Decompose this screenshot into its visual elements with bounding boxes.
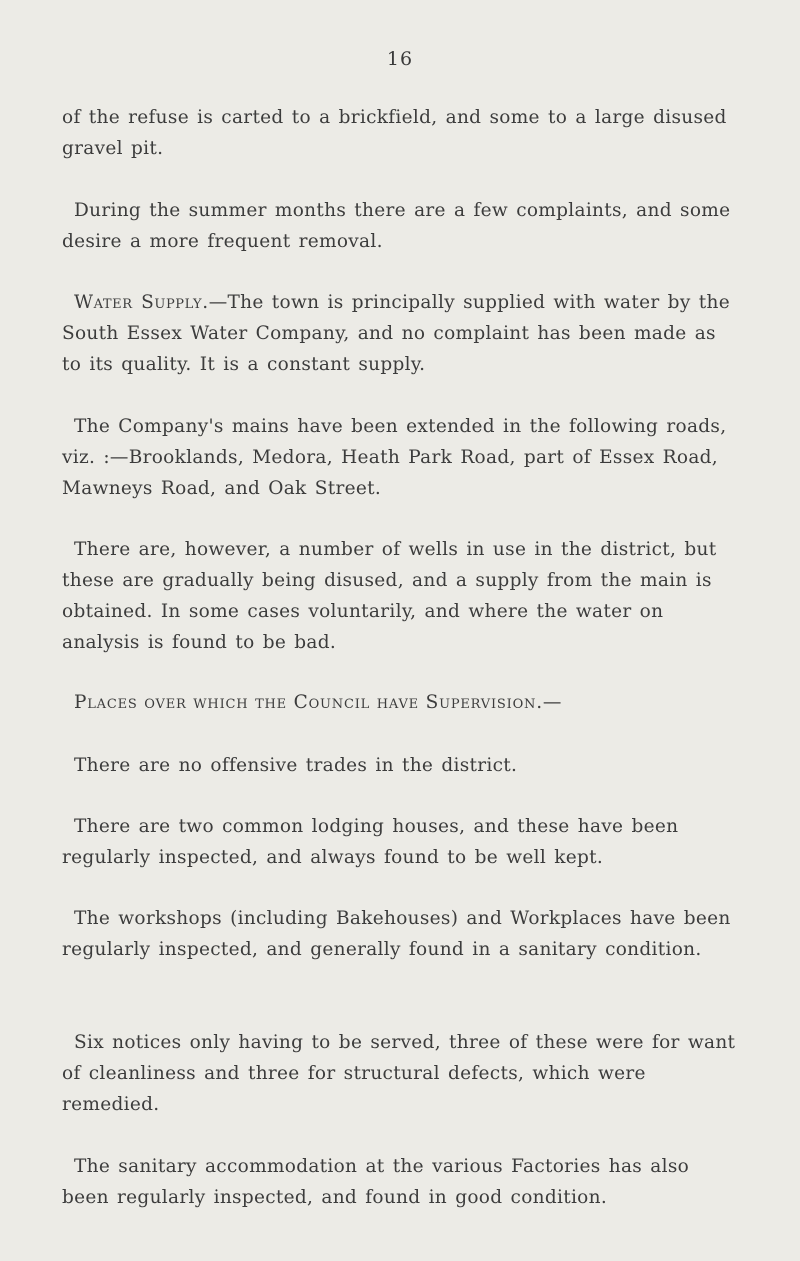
paragraph-mains-extended: The Company's mains have been extended in the following roads, viz. :—Brooklands, Medora, Heath Park Road, part of Essex Road, Mawneys Road, and Oak Street. [62, 416, 727, 499]
paragraph-refuse-disposal: of the refuse is carted to a brickfield, and some to a large disused gravel pit. [62, 107, 727, 159]
paragraph-wells: There are, however, a number of wells in use in the district, but these are gradually being disused, and a supply from the main is obtained. In some cases voluntarily, and where the water on analysis is found to be bad. [62, 539, 717, 653]
water-supply-body: —The town is principally supplied with water by the South Essex Water Company, and no complaint has been made as to its quality. It is a constant supply. [62, 292, 730, 375]
paragraph-factories: The sanitary accommodation at the various Factories has also been regularly inspected, and found in good condition. [62, 1156, 690, 1208]
paragraph-offensive-trades: There are no offensive trades in the district. [74, 755, 518, 776]
section-heading-places-supervision: Places over which the Council have Supervision.— [74, 692, 563, 713]
paragraph-water-supply [62, 287, 742, 380]
paragraph-summer-complaints: During the summer months there are a few complaints, and some desire a more frequent removal. [62, 200, 731, 252]
paragraph-workshops: The workshops (including Bakehouses) and Workplaces have been regularly inspected, and generally found in a sanitary condition. [62, 908, 731, 960]
paragraph-lodging-houses: There are two common lodging houses, and these have been regularly inspected, and always found to be well kept. [62, 816, 679, 868]
water-supply-heading: Water Supply. [74, 292, 209, 313]
paragraph-notices: Six notices only having to be served, three of these were for want of cleanliness and three for structural defects, which were remedied. [62, 1032, 736, 1115]
page-number: 16 [386, 48, 414, 70]
